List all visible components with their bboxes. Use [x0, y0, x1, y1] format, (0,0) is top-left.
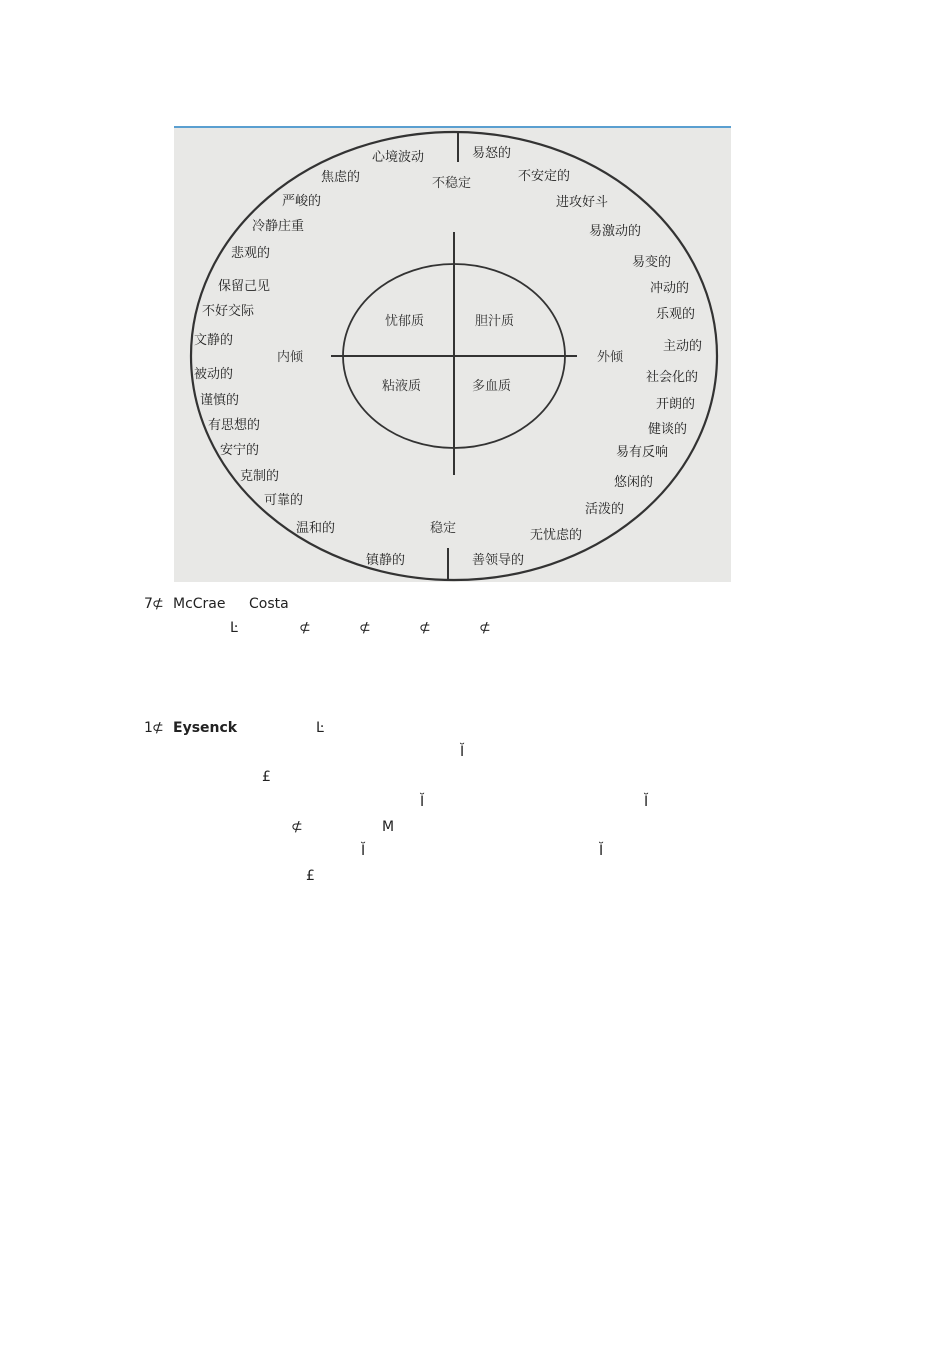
trait-label: 安宁的 [220, 443, 260, 458]
text-fragment: ⊄ [419, 620, 431, 636]
text-fragment: Ĭ [599, 843, 604, 859]
text-fragment: ⊄ [291, 819, 303, 835]
text-fragment: Ĭ [644, 794, 649, 810]
trait-label: 活泼的 [585, 502, 625, 517]
trait-label: 悠闲的 [614, 475, 654, 490]
text-fragment: ⊄ [299, 620, 311, 636]
trait-label: 易变的 [632, 255, 672, 270]
text-fragment: ⊄ [479, 620, 491, 636]
text-fragment: Eysenck [173, 720, 238, 736]
text-fragment: 7 [144, 596, 153, 612]
trait-label: 心境波动 [372, 150, 425, 165]
axis-label-extravert: 外倾 [597, 350, 624, 365]
text-fragment: Ĭ [361, 843, 366, 859]
text-fragment: McCrae [173, 596, 226, 612]
trait-label: 焦虑的 [321, 170, 361, 185]
trait-label: 冷静庄重 [252, 219, 305, 234]
trait-label: 文静的 [194, 333, 234, 348]
trait-label: 温和的 [296, 521, 336, 536]
text-fragment: M [382, 819, 395, 835]
trait-label: 谨慎的 [200, 393, 240, 408]
text-fragment: Ŀ [316, 720, 324, 736]
trait-label: 严峻的 [282, 194, 322, 209]
trait-label: 易怒的 [472, 146, 512, 161]
temperament-diagram-svg [174, 128, 731, 582]
trait-label: 易激动的 [589, 224, 642, 239]
trait-label: 可靠的 [264, 493, 304, 508]
text-fragment: Ŀ [230, 620, 238, 636]
text-fragment: 1 [144, 720, 153, 736]
quadrant-phlegmatic: 粘液质 [382, 379, 422, 394]
text-fragment: ⊄ [152, 596, 164, 612]
text-fragment: ⊄ [152, 720, 164, 736]
trait-label: 健谈的 [648, 422, 688, 437]
trait-label: 不好交际 [202, 304, 255, 319]
trait-label: 善领导的 [472, 553, 525, 568]
quadrant-melancholic: 忧郁质 [385, 314, 425, 329]
trait-label: 克制的 [240, 469, 280, 484]
trait-label: 无忧虑的 [530, 528, 583, 543]
text-fragment: Ĭ [420, 794, 425, 810]
trait-label: 悲观的 [231, 246, 271, 261]
text-fragment: Costa [249, 596, 289, 612]
text-fragment: ⊄ [359, 620, 371, 636]
trait-label: 易有反响 [616, 445, 669, 460]
text-fragment: £ [306, 868, 315, 884]
axis-label-stable: 稳定 [430, 521, 457, 536]
trait-label: 有思想的 [208, 418, 261, 433]
trait-label: 进攻好斗 [556, 195, 609, 210]
trait-label: 冲动的 [650, 281, 690, 296]
quadrant-choleric: 胆汁质 [475, 314, 515, 329]
trait-label: 主动的 [663, 339, 703, 354]
axis-label-unstable: 不稳定 [432, 176, 472, 191]
quadrant-sanguine: 多血质 [472, 379, 512, 394]
trait-label: 社会化的 [646, 370, 699, 385]
trait-label: 被动的 [194, 367, 234, 382]
trait-label: 开朗的 [656, 397, 696, 412]
trait-label: 镇静的 [366, 553, 406, 568]
temperament-diagram [174, 126, 731, 582]
trait-label: 保留己见 [218, 279, 271, 294]
text-fragment: £ [262, 769, 271, 785]
text-fragment: Ĭ [460, 744, 465, 760]
trait-label: 乐观的 [656, 307, 696, 322]
trait-label: 不安定的 [518, 169, 571, 184]
axis-label-introvert: 内倾 [277, 350, 304, 365]
